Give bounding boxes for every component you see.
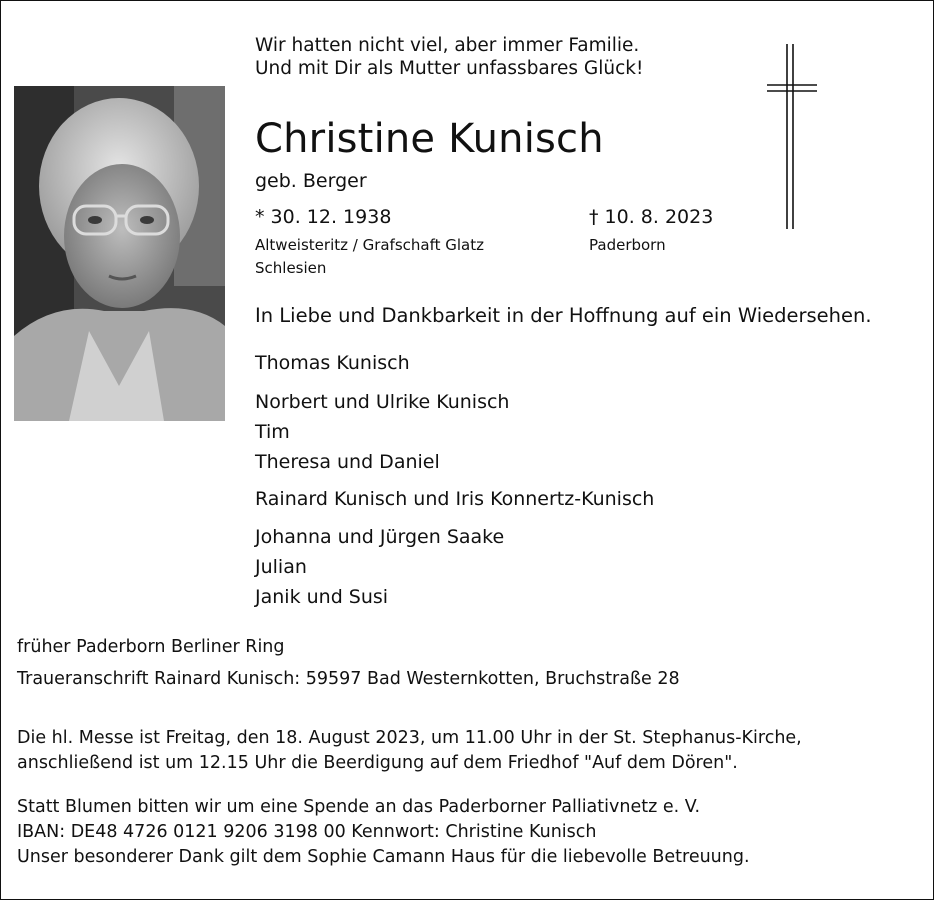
cross-icon bbox=[767, 44, 817, 229]
former-address: früher Paderborn Berliner Ring bbox=[17, 637, 285, 657]
motto: In Liebe und Dankbarkeit in der Hoffnung auf ein Wiedersehen. bbox=[255, 304, 872, 327]
deceased-name: Christine Kunisch bbox=[255, 116, 604, 162]
death-date: † 10. 8. 2023 bbox=[589, 206, 714, 228]
family-member: Tim bbox=[255, 421, 290, 443]
service-line-2: anschließend ist um 12.15 Uhr die Beerdigung auf dem Friedhof "Auf dem Dören". bbox=[17, 753, 738, 773]
quote-line-1: Wir hatten nicht viel, aber immer Familie. bbox=[255, 35, 640, 56]
birth-place-line-2: Schlesien bbox=[255, 259, 327, 277]
family-member: Theresa und Daniel bbox=[255, 451, 440, 473]
family-member: Johanna und Jürgen Saake bbox=[255, 526, 505, 548]
family-member: Janik und Susi bbox=[255, 586, 389, 608]
family-member: Thomas Kunisch bbox=[255, 352, 410, 374]
donation-line-1: Statt Blumen bitten wir um eine Spende an das Paderborner Palliativnetz e. V. bbox=[17, 797, 701, 817]
donation-line-2: IBAN: DE48 4726 0121 9206 3198 00 Kennwort: Christine Kunisch bbox=[17, 822, 597, 842]
family-member: Rainard Kunisch und Iris Konnertz-Kunisch bbox=[255, 488, 655, 510]
death-place: Paderborn bbox=[589, 236, 666, 254]
family-member: Julian bbox=[255, 556, 307, 578]
mourning-address: Traueranschrift Rainard Kunisch: 59597 Bad Westernkotten, Bruchstraße 28 bbox=[17, 669, 680, 689]
birth-name: geb. Berger bbox=[255, 170, 367, 192]
quote-line-2: Und mit Dir als Mutter unfassbares Glück! bbox=[255, 58, 644, 79]
portrait-photo bbox=[14, 86, 225, 421]
birth-date: * 30. 12. 1938 bbox=[255, 206, 392, 228]
family-member: Norbert und Ulrike Kunisch bbox=[255, 391, 510, 413]
donation-line-3: Unser besonderer Dank gilt dem Sophie Camann Haus für die liebevolle Betreuung. bbox=[17, 847, 750, 867]
birth-place-line-1: Altweisteritz / Grafschaft Glatz bbox=[255, 236, 485, 254]
service-line-1: Die hl. Messe ist Freitag, den 18. August 2023, um 11.00 Uhr in der St. Stephanus-Kirche, bbox=[17, 728, 802, 748]
